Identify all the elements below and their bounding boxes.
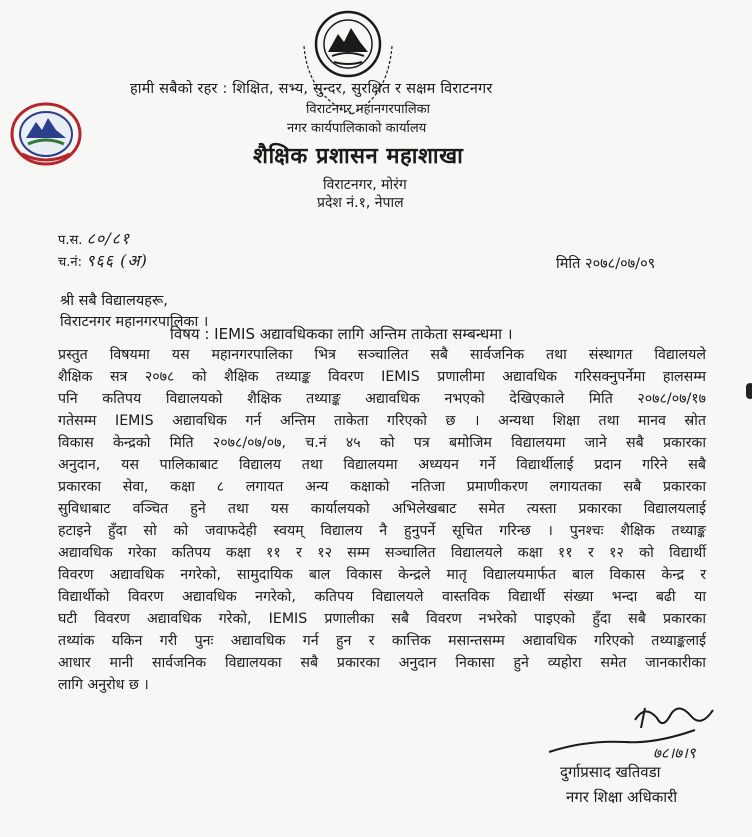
- cn-reference: [58, 249, 148, 271]
- letter-date: मिति २०७८/०७/०९: [556, 256, 656, 272]
- body-line: सुविधाबाट वञ्चित हुने तथा यस कार्यालयको अभिलेखबाट समेत त्यस्ता प्रकारका विद्यालयलाई: [58, 501, 706, 517]
- department-title: शैक्षिक प्रशासन महाशाखा: [253, 144, 464, 169]
- signatory-name: दुर्गाप्रसाद खतिवडा: [560, 763, 661, 781]
- body-line: विकास केन्द्रको मिति २०७८/०७/०७, च.नं ४५ को पत्र बमोजिम विद्यालयमा जाने सबै प्रकारका: [58, 435, 706, 451]
- handwritten-signature-icon: [545, 700, 720, 762]
- ps-value: ८०/८१: [86, 229, 131, 248]
- office-name: विराटनगर महानगरपालिका: [306, 102, 430, 117]
- office-subname: नगर कार्यपालिकाको कार्यालय: [287, 121, 427, 136]
- address-line-2: प्रदेश नं.१, नेपाल: [317, 195, 404, 211]
- body-line: प्रकारका सेवा, कक्षा ८ लगायत अन्य कक्षाको नतिजा प्रमाणीकरण लगायतका सबै प्रकारका: [58, 479, 706, 495]
- ps-reference: [58, 227, 130, 249]
- body-line: घटी विवरण अद्यावधिक गरेको, IEMIS प्रणालीका सबै विवरण नभरेको पाइएको हुँदा सबै प्रकारका: [58, 611, 706, 627]
- signatory-title: नगर शिक्षा अधिकारी: [566, 788, 678, 806]
- body-line: प्रस्तुत विषयमा यस महानगरपालिका भित्र सञ्चालित सबै सार्वजनिक तथा संस्थागत विद्यालयले: [58, 347, 706, 363]
- address-line-1: विराटनगर, मोरंग: [323, 177, 407, 193]
- punch-hole-mark: [746, 383, 752, 399]
- nepal-emblem-icon: [8, 100, 84, 168]
- body-line: शैक्षिक सत्र २०७८ को शैक्षिक तथ्याङ्क विवरण IEMIS प्रणालीमा अद्यावधिक गरिसक्नुपर्नेमा हालसम्म: [58, 369, 706, 385]
- addressee-line-1: श्री सबै विद्यालयहरू,: [60, 293, 168, 309]
- cn-label: च.नं:: [58, 255, 82, 270]
- cn-value: ९६६ (अ): [86, 251, 148, 270]
- body-line: आधार मानी सार्वजनिक विद्यालयका सबै प्रकारका अनुदान निकासा हुने व्यहोरा समेत जानकारीका: [58, 655, 706, 671]
- ps-label: प.स.: [58, 233, 83, 248]
- motto-text: हामी सबैको रहर : शिक्षित, सभ्य, सुन्दर, सुरक्षित र सक्षम विराटनगर: [130, 81, 493, 97]
- body-line: तथ्यांक यकिन गरी पुनः अद्यावधिक गर्न हुन र कात्तिक मसान्तसम्म अद्यावधिक गरिएको तथ्याङ्कलाई: [58, 633, 706, 649]
- subject-line: विषय : IEMIS अद्यावधिकका लागि अन्तिम ताकेता सम्बन्धमा ।: [170, 325, 513, 343]
- body-line: विद्यार्थीको विवरण अद्यावधिक नगरेको, कतिपय विद्यालयले वास्तविक विद्यार्थी संख्या भन्दा बढी या: [58, 589, 706, 605]
- addressee-line-2: विराटनगर महानगरपालिका ।: [60, 314, 209, 330]
- body-line: हटाइने हुँदा सो को जवाफदेही स्वयम् विद्यालय नै हुनुपर्ने सूचित गरिन्छ । पुनश्चः शैक्षिक तथ्याङ्क: [58, 523, 706, 539]
- body-line: विवरण अद्यावधिक नगरेको, सामुदायिक बाल विकास केन्द्रले मातृ विद्यालयमार्फत बाल विकास केन्द्र र: [58, 567, 706, 583]
- body-line: लागि अनुरोध छ ।: [58, 677, 149, 693]
- body-line: गतेसम्म IEMIS अद्यावधिक गर्न अन्तिम ताकेता गरिएको छ । अन्यथा शिक्षा तथा मानव स्रोत: [58, 413, 706, 429]
- signature-date: ७८।७।९: [653, 744, 696, 762]
- body-line: पनि कतिपय विद्यालयको शैक्षिक तथ्याङ्क अद्यावधिक नभएको देखिएकाले मिति २०७८/०७/१७: [58, 391, 706, 407]
- body-line: अनुदान, यस पालिकाबाट विद्यालय तथा विद्यालयमा अध्ययन गर्ने विद्यार्थीलाई प्रदान गरिने सबै: [58, 457, 706, 473]
- body-line: अद्यावधिक गरेका कतिपय कक्षा ११ र १२ सम्म सञ्चालित विद्यालयले कक्षा ११ र १२ को विद्यार्थी: [58, 545, 706, 561]
- letter-body: [58, 344, 706, 696]
